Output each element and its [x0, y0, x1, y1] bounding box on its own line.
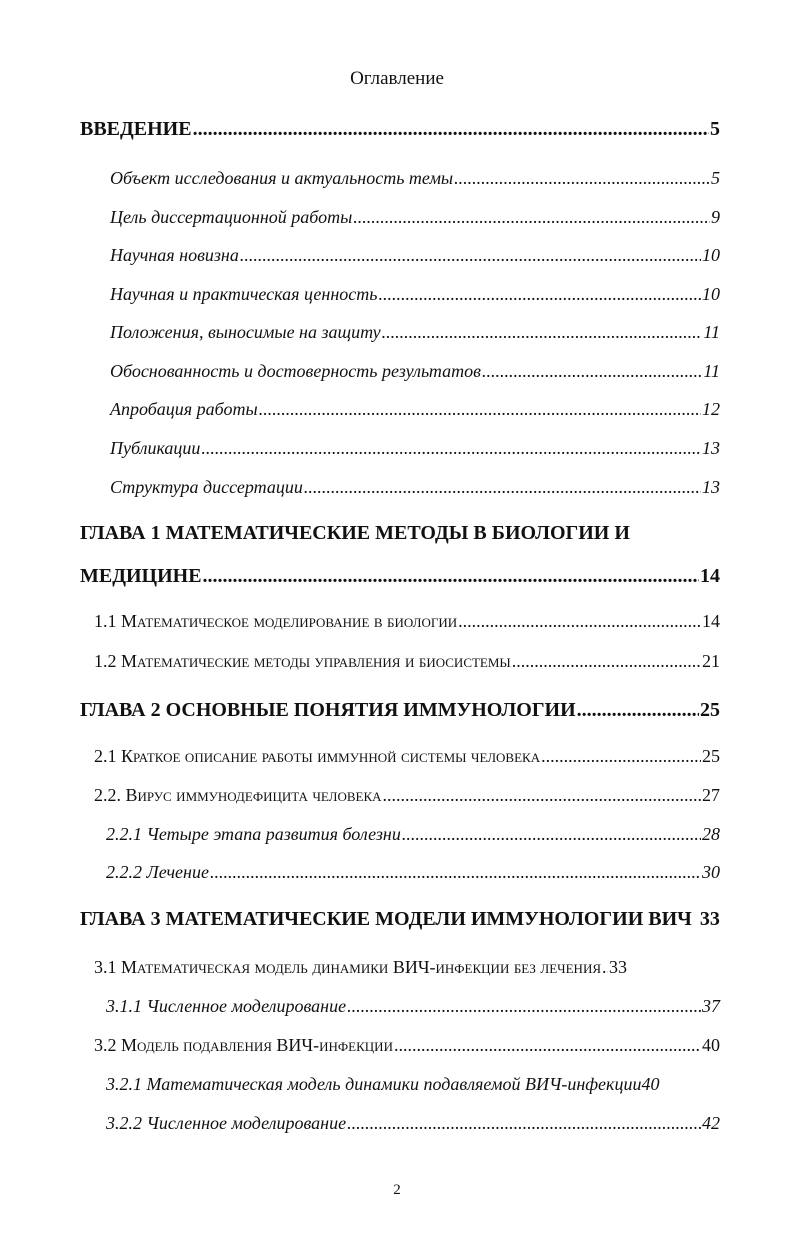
dot-leader [394, 1035, 701, 1056]
toc-label: 3.2.2 Численное моделирование [106, 1113, 347, 1133]
toc-entry[interactable] [110, 168, 720, 189]
toc-entry[interactable] [110, 245, 720, 266]
dot-leader [304, 477, 701, 498]
toc-entry[interactable] [110, 322, 720, 343]
toc-page: 11 [703, 361, 720, 381]
dot-leader [193, 118, 709, 141]
toc-page: 13 [702, 477, 720, 497]
toc-page: 33 [699, 908, 720, 930]
dot-leader [240, 245, 701, 266]
toc-label: Обоснованность и достоверность результатов [110, 361, 481, 381]
dot-leader [378, 284, 701, 305]
toc-label: 2.1 Краткое описание работы иммунной системы человека [94, 746, 541, 766]
toc-label: ВВЕДЕНИЕ [80, 118, 192, 140]
dot-leader [203, 565, 699, 588]
toc-entry-chapter3[interactable] [80, 908, 720, 931]
toc-page: 40 [702, 1035, 720, 1055]
toc-label: Научная и практическая ценность [110, 284, 378, 304]
dot-leader [577, 699, 699, 722]
dot-leader [402, 824, 701, 845]
dot-leader [482, 361, 702, 382]
toc-entry[interactable] [94, 611, 720, 632]
toc-entry-chapter2[interactable] [80, 699, 720, 722]
toc-page: 21 [702, 651, 720, 671]
toc-page: 37 [702, 996, 720, 1016]
toc-entry[interactable] [106, 824, 720, 845]
dot-leader [347, 996, 701, 1017]
dot-leader [259, 399, 701, 420]
toc-entry[interactable] [110, 207, 720, 228]
toc-page: 25 [702, 746, 720, 766]
dot-leader [347, 1113, 701, 1134]
dot-leader [454, 168, 710, 189]
toc-entry[interactable] [94, 957, 720, 978]
toc-label: 3.1.1 Численное моделирование [106, 996, 347, 1016]
toc-label: Положения, выносимые на защиту [110, 322, 381, 342]
toc-page: 30 [702, 862, 720, 882]
toc-entry[interactable] [106, 996, 720, 1017]
dot-leader [210, 862, 701, 883]
toc-page: 25 [700, 699, 720, 721]
toc-entry[interactable] [94, 785, 720, 806]
toc-entry[interactable] [110, 477, 720, 498]
toc-label: Апробация работы [110, 399, 258, 419]
toc-label: 2.2.1 Четыре этапа развития болезни [106, 824, 401, 844]
page-number: 2 [393, 1182, 401, 1198]
toc-entry[interactable] [106, 1113, 720, 1134]
toc-label: МЕДИЦИНЕ [80, 565, 202, 587]
dot-leader [541, 746, 701, 767]
toc-label: Цель диссертационной работы [110, 207, 353, 227]
toc-page: 10 [702, 284, 720, 304]
toc-page: 14 [700, 565, 720, 587]
toc-entry-chapter1[interactable] [80, 565, 720, 588]
toc-entry[interactable] [110, 361, 720, 382]
toc-page: 5 [711, 168, 720, 188]
toc-page: 14 [702, 611, 720, 631]
toc-label: Структура диссертации [110, 477, 303, 497]
toc-entry[interactable] [110, 438, 720, 459]
toc-label: 3.2.1 Математическая модель динамики подавляемой ВИЧ-инфекции [106, 1074, 642, 1094]
dot-leader [602, 957, 608, 978]
toc-page: 9 [711, 207, 720, 227]
toc-label: Научная новизна [110, 245, 239, 265]
toc-page: 10 [702, 245, 720, 265]
toc-entry[interactable] [94, 651, 720, 672]
dot-leader [353, 207, 710, 228]
toc-label: Публикации [110, 438, 201, 458]
toc-page: 11 [703, 322, 720, 342]
toc-entry[interactable] [94, 1035, 720, 1056]
dot-leader [382, 322, 703, 343]
dot-leader [512, 651, 701, 672]
toc-page: 13 [702, 438, 720, 458]
toc-entry-intro[interactable] [80, 118, 720, 141]
toc-page: 27 [702, 785, 720, 805]
toc-entry[interactable] [110, 284, 720, 305]
toc-label: 2.2.2 Лечение [106, 862, 209, 882]
dot-leader [201, 438, 701, 459]
toc-label: 3.1 Математическая модель динамики ВИЧ-инфекции без лечения [94, 957, 602, 977]
toc-page: 5 [710, 118, 720, 140]
toc-page: 33 [609, 957, 628, 977]
toc-entry[interactable] [110, 399, 720, 420]
dot-leader [383, 785, 701, 806]
toc-page: 28 [702, 824, 720, 844]
toc-label: ГЛАВА 3 МАТЕМАТИЧЕСКИЕ МОДЕЛИ ИММУНОЛОГИИ ВИЧ [80, 908, 692, 930]
toc-label: 3.2 Модель подавления ВИЧ-инфекции [94, 1035, 393, 1055]
toc-entry[interactable] [94, 746, 720, 767]
toc-label: 2.2. Вирус иммунодефицита человека [94, 785, 382, 805]
toc-page: 40 [641, 1074, 660, 1094]
toc-label: 1.1 Математическое моделирование в биологии [94, 611, 458, 631]
toc-chapter1-label-line1[interactable]: ГЛАВА 1 МАТЕМАТИЧЕСКИЕ МЕТОДЫ В БИОЛОГИИ И [80, 522, 630, 544]
toc-label: 1.2 Математические методы управления и биосистемы [94, 651, 511, 671]
toc-page: 12 [702, 399, 720, 419]
toc-entry[interactable] [106, 1074, 726, 1095]
toc-entry[interactable] [106, 862, 720, 883]
toc-label: ГЛАВА 2 ОСНОВНЫЕ ПОНЯТИЯ ИММУНОЛОГИИ [80, 699, 576, 721]
toc-page: 42 [702, 1113, 720, 1133]
toc-heading: Оглавление [350, 68, 444, 89]
toc-label: Объект исследования и актуальность темы [110, 168, 454, 188]
dot-leader [458, 611, 701, 632]
